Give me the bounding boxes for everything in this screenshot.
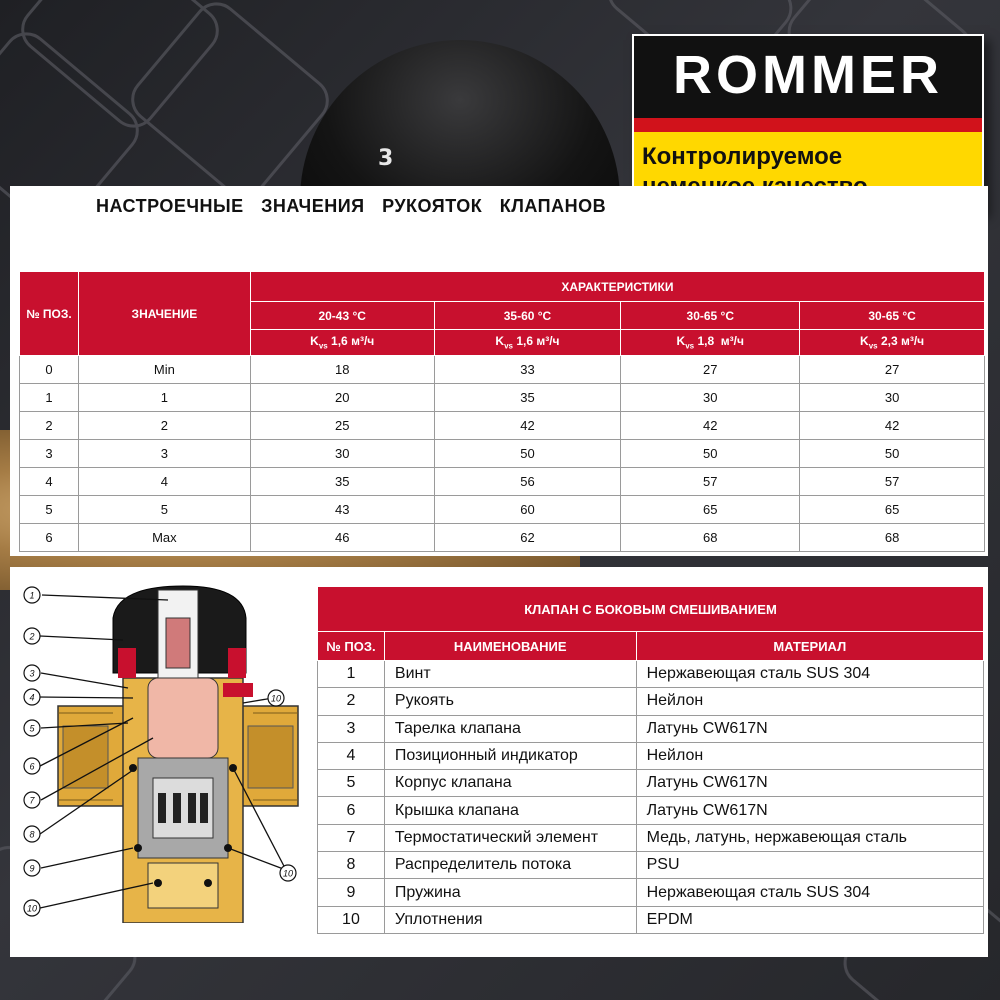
callout-label: 3	[29, 668, 35, 679]
table-cell: 0	[20, 356, 79, 384]
callout-label: 8	[29, 829, 35, 840]
table-cell: 50	[621, 440, 800, 468]
table-cell: 3	[20, 440, 79, 468]
part-material: Латунь CW617N	[636, 770, 983, 797]
table-cell: 4	[20, 468, 79, 496]
table-row	[20, 356, 985, 384]
table-cell: 42	[800, 412, 985, 440]
table-cell: 20	[250, 384, 434, 412]
part-name: Термостатический элемент	[384, 824, 636, 851]
table-cell: 68	[800, 524, 985, 552]
callout-label: 10	[282, 868, 294, 879]
part-number: 5	[318, 770, 385, 797]
callout-label: 10	[270, 693, 282, 704]
table-cell: 65	[621, 496, 800, 524]
part-name: Распределитель потока	[384, 852, 636, 879]
table-row	[318, 797, 984, 824]
part-material: EPDM	[636, 906, 983, 933]
part-name: Пружина	[384, 879, 636, 906]
table-cell: 42	[621, 412, 800, 440]
table-row	[20, 496, 985, 524]
col-header-pos: № ПОЗ.	[20, 272, 79, 356]
table-cell: 33	[434, 356, 621, 384]
table-cell: 68	[621, 524, 800, 552]
part-name: Винт	[384, 661, 636, 688]
slogan-line-1: Контролируемое	[642, 143, 843, 170]
table-cell: 18	[250, 356, 434, 384]
range-header: 30-65 °С	[621, 302, 800, 330]
table-cell: 57	[621, 468, 800, 496]
table-row	[318, 852, 984, 879]
callout-label: 10	[26, 903, 38, 914]
col-header-pos: № ПОЗ.	[318, 632, 385, 661]
callout-label: 2	[29, 631, 35, 642]
flag-red-stripe	[634, 118, 982, 132]
table-row	[318, 742, 984, 769]
valve-cross-section-diagram	[18, 578, 303, 923]
part-number: 7	[318, 824, 385, 851]
part-number: 8	[318, 852, 385, 879]
table-row	[20, 384, 985, 412]
settings-title: НАСТРОЕЧНЫЕ ЗНАЧЕНИЯ РУКОЯТОК КЛАПАНОВ	[96, 196, 607, 216]
part-material: Медь, латунь, нержавеющая сталь	[636, 824, 983, 851]
table-row	[20, 524, 985, 552]
range-header: 30-65 °С	[800, 302, 985, 330]
table-cell: 5	[78, 496, 250, 524]
col-header-material: МАТЕРИАЛ	[636, 632, 983, 661]
part-name: Позиционный индикатор	[384, 742, 636, 769]
table-cell: 27	[800, 356, 985, 384]
table-cell: 35	[250, 468, 434, 496]
table-cell: 57	[800, 468, 985, 496]
range-header: 35-60 °С	[434, 302, 621, 330]
kvs-header: $K_{vs}$ 1,6 м³/ч	[434, 330, 621, 356]
table-cell: 60	[434, 496, 621, 524]
part-material: Латунь CW617N	[636, 797, 983, 824]
parts-table	[317, 586, 984, 934]
table-row	[318, 661, 984, 688]
table-row	[318, 824, 984, 851]
table-cell: 3	[78, 440, 250, 468]
table-cell: 25	[250, 412, 434, 440]
callout-label: 7	[29, 795, 35, 806]
table-cell: 27	[621, 356, 800, 384]
knob-number: 3	[378, 146, 394, 171]
table-cell: 42	[434, 412, 621, 440]
table-row	[20, 440, 985, 468]
range-header: 20-43 °С	[250, 302, 434, 330]
col-header-name: НАИМЕНОВАНИЕ	[384, 632, 636, 661]
table-row	[318, 715, 984, 742]
table-cell: Min	[78, 356, 250, 384]
table-cell: 65	[800, 496, 985, 524]
part-material: Латунь CW617N	[636, 715, 983, 742]
table-cell: 50	[434, 440, 621, 468]
table-cell: 5	[20, 496, 79, 524]
part-number: 1	[318, 661, 385, 688]
table-row	[318, 906, 984, 933]
brand-logo: ROMMER	[673, 45, 943, 105]
table-cell: 2	[20, 412, 79, 440]
table-cell: 50	[800, 440, 985, 468]
table-cell: 2	[78, 412, 250, 440]
table-cell: 30	[621, 384, 800, 412]
kvs-header: $K_{vs}$ 1,8 м³/ч	[621, 330, 800, 356]
callout-label: 5	[29, 723, 35, 734]
table-row	[20, 468, 985, 496]
part-name: Крышка клапана	[384, 797, 636, 824]
part-number: 3	[318, 715, 385, 742]
part-material: PSU	[636, 852, 983, 879]
kvs-header: $K_{vs}$ 1,6 м³/ч	[250, 330, 434, 356]
table-cell: 1	[20, 384, 79, 412]
table-cell: 46	[250, 524, 434, 552]
table-cell: 56	[434, 468, 621, 496]
part-material: Нейлон	[636, 688, 983, 715]
col-header-value: ЗНАЧЕНИЕ	[78, 272, 250, 356]
kvs-header: $K_{vs}$ 2,3 м³/ч	[800, 330, 985, 356]
callout-label: 6	[29, 761, 35, 772]
parts-table-title: КЛАПАН С БОКОВЫМ СМЕШИВАНИЕМ	[318, 587, 984, 632]
part-name: Тарелка клапана	[384, 715, 636, 742]
table-cell: 30	[800, 384, 985, 412]
table-cell: 43	[250, 496, 434, 524]
table-cell: 1	[78, 384, 250, 412]
part-material: Нержавеющая сталь SUS 304	[636, 879, 983, 906]
table-cell: 30	[250, 440, 434, 468]
part-name: Рукоять	[384, 688, 636, 715]
callout-label: 9	[29, 863, 35, 874]
table-row	[318, 688, 984, 715]
table-cell: 6	[20, 524, 79, 552]
part-name: Корпус клапана	[384, 770, 636, 797]
table-row	[20, 412, 985, 440]
part-number: 6	[318, 797, 385, 824]
table-row	[318, 770, 984, 797]
part-name: Уплотнения	[384, 906, 636, 933]
part-number: 10	[318, 906, 385, 933]
table-row	[318, 879, 984, 906]
callout-label: 1	[29, 590, 35, 601]
part-material: Нержавеющая сталь SUS 304	[636, 661, 983, 688]
part-number: 2	[318, 688, 385, 715]
part-material: Нейлон	[636, 742, 983, 769]
callout-label: 4	[29, 692, 35, 703]
col-header-characteristics: ХАРАКТЕРИСТИКИ	[250, 272, 984, 302]
table-cell: 35	[434, 384, 621, 412]
table-cell: 4	[78, 468, 250, 496]
part-number: 4	[318, 742, 385, 769]
part-number: 9	[318, 879, 385, 906]
table-cell: 62	[434, 524, 621, 552]
settings-table	[19, 271, 985, 552]
table-cell: Max	[78, 524, 250, 552]
